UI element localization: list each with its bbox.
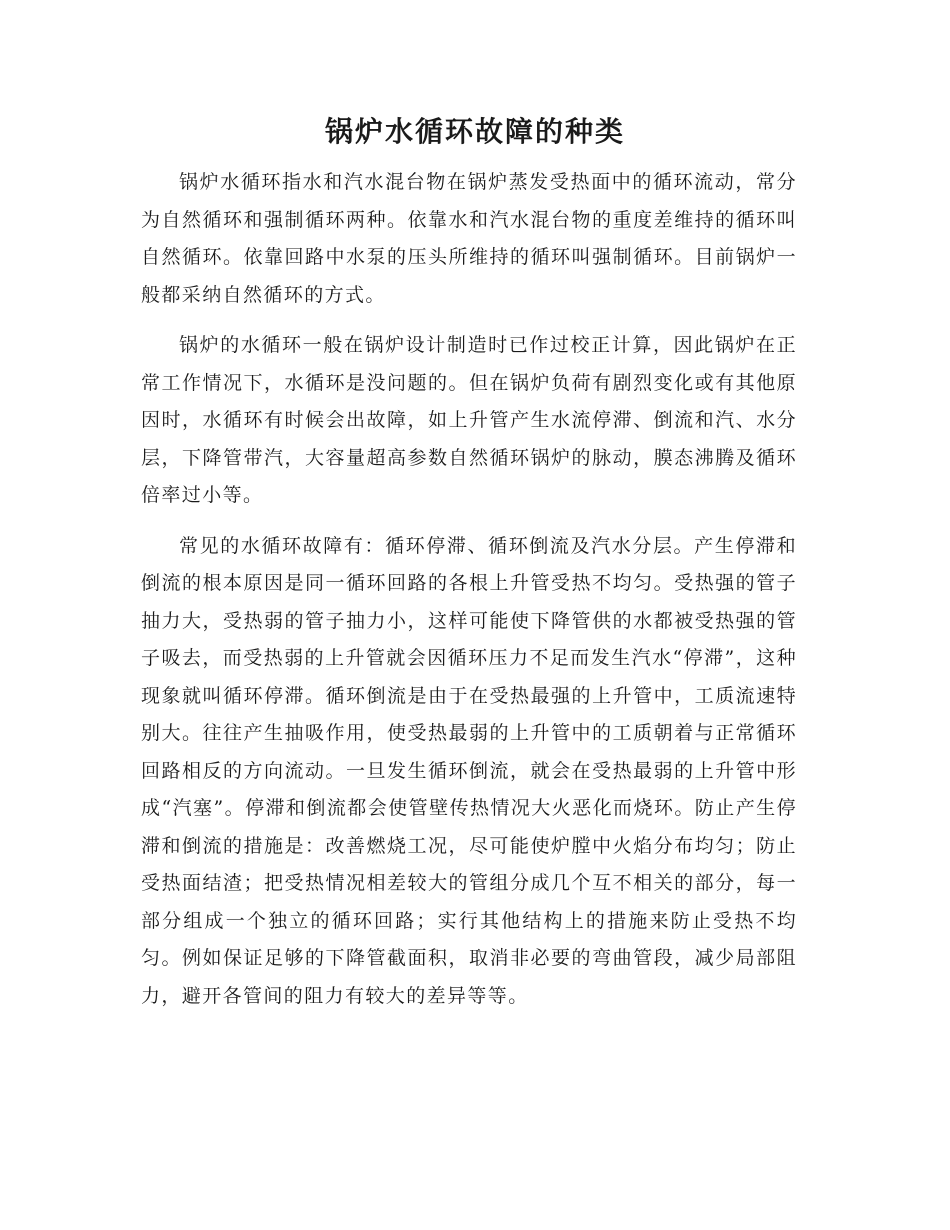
paragraph-3: 常见的水循环故障有：循环停滞、循环倒流及汽水分层。产生停滞和倒流的根本原因是同一循环回路的各根上升管受热不均匀。受热强的管子抽力大，受热弱的管子抽力小，这样可能使下降管供的水都被受热强的管子吸去，而受热弱的上升管就会因循环压力不足而发生汽水“停滞”，这种现象就叫循环停滞。循环倒流是由于在受热最强的上升管中，工质流速特别大。往往产生抽吸作用，使受热最弱的上升管中的工质朝着与正常循环回路相反的方向流动。一旦发生循环倒流，就会在受热最弱的上升管中形成“汽塞”。停滞和倒流都会使管壁传热情况大火恶化而烧环。防止产生停滞和倒流的措施是：改善燃烧工况，尽可能使炉膛中火焰分布均匀；防止受热面结渣；把受热情况相差较大的管组分成几个互不相关的部分，每一部分组成一个独立的循环回路；实行其他结构上的措施来防止受热不均匀。例如保证足够的下降管截面积，取消非必要的弯曲管段，减少局部阻力，避开各管间的阻力有较大的差异等等。 bbox=[141, 534, 797, 1007]
paragraph-2: 锅炉的水循环一般在锅炉设计制造时已作过校正计算，因此锅炉在正常工作情况下，水循环是没问题的。但在锅炉负荷有剧烈变化或有其他原因时，水循环有时候会出故障，如上升管产生水流停滞、倒流和汽、水分层，下降管带汽，大容量超高参数自然循环锅炉的脉动，膜态沸腾及循环倍率过小等。 bbox=[141, 334, 797, 506]
document-title: 锅炉水循环故障的种类 bbox=[324, 115, 625, 148]
paragraph-1: 锅炉水循环指水和汽水混台物在锅炉蒸发受热面中的循环流动，常分为自然循环和强制循环两种。依靠水和汽水混台物的重度差维持的循环叫自然循环。依靠回路中水泵的压头所维持的循环叫强制循环。目前锅炉一般都采纳自然循环的方式。 bbox=[141, 171, 797, 306]
document-body bbox=[141, 164, 797, 1015]
